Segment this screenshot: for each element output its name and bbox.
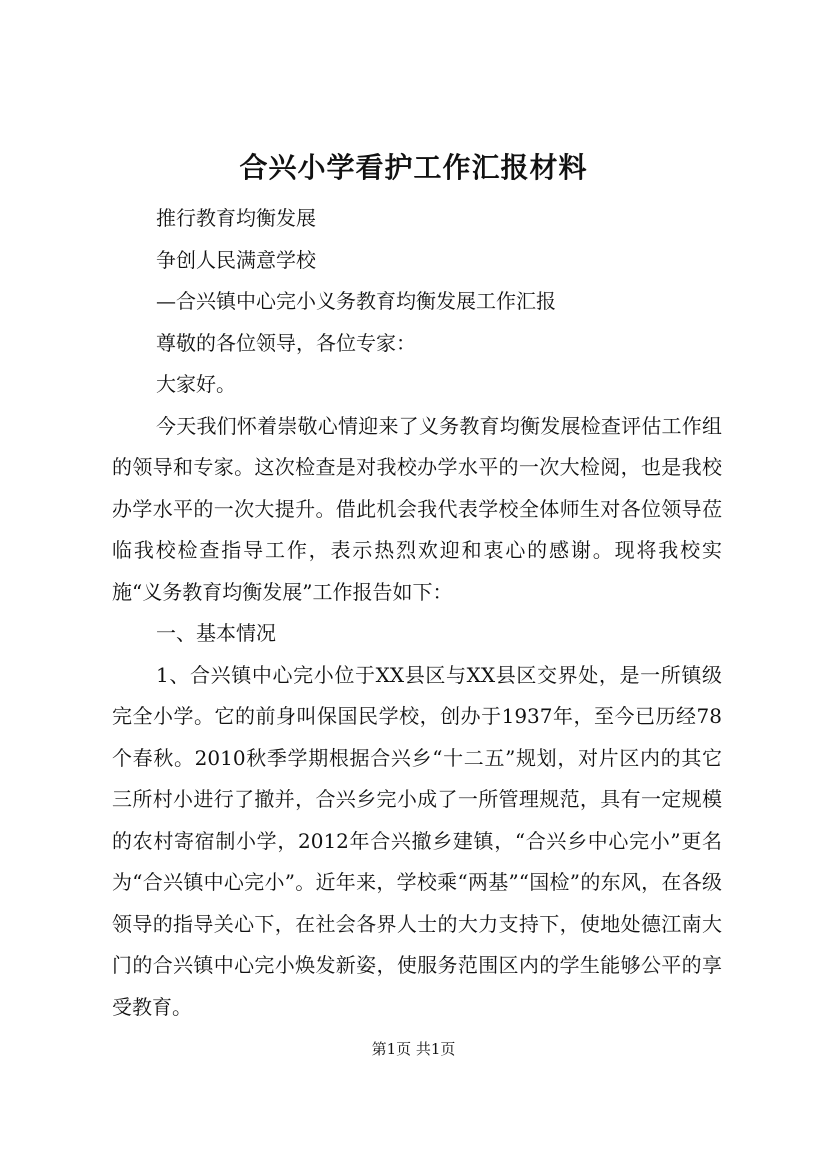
heading-line-1: 推行教育均衡发展 (156, 206, 316, 230)
basic-info-paragraph: 1、合兴镇中心完小位于XX县区与XX县区交界处，是一所镇级完全小学。它的前身叫保国民学校，创办于1937年，至今已历经78个春秋。2010秋季学期根据合兴乡“十二五”规划，对片区内的其它三所村小进行了撤并，合兴乡完小成了一所管理规范，具有一定规模的农村寄宿制小学，2012年合兴撤乡建镇，“合兴乡中心完小”更名为“合兴镇中心完小”。近年来，学校乘“两基”“国检”的东风，在各级领导的指导关心下，在社会各界人士的大力支持下，使地处德江南大门的合兴镇中心完小焕发新姿，使服务范围区内的学生能够公平的享受教育。 (112, 662, 722, 1019)
document-body (112, 198, 722, 1028)
salutation: 尊敬的各位领导，各位专家： (156, 330, 416, 355)
heading-line-2: 争创人民满意学校 (156, 247, 316, 272)
page-number: 第1页 共1页 (371, 1040, 456, 1058)
subtitle-line: —合兴镇中心完小义务教育均衡发展工作汇报 (156, 289, 556, 313)
section-heading-basic: 一、基本情况 (156, 621, 276, 645)
greeting: 大家好。 (156, 372, 236, 396)
intro-paragraph: 今天我们怀着崇敬心情迎来了义务教育均衡发展检查评估工作组的领导和专家。这次检查是对我校办学水平的一次大检阅，也是我校办学水平的一次大提升。借此机会我代表学校全体师生对各位领导莅临我校检查指导工作，表示热烈欢迎和衷心的感谢。现将我校实施“义务教育均衡发展”工作报告如下： (112, 413, 722, 604)
document-title: 合兴小学看护工作汇报材料 (239, 151, 588, 184)
